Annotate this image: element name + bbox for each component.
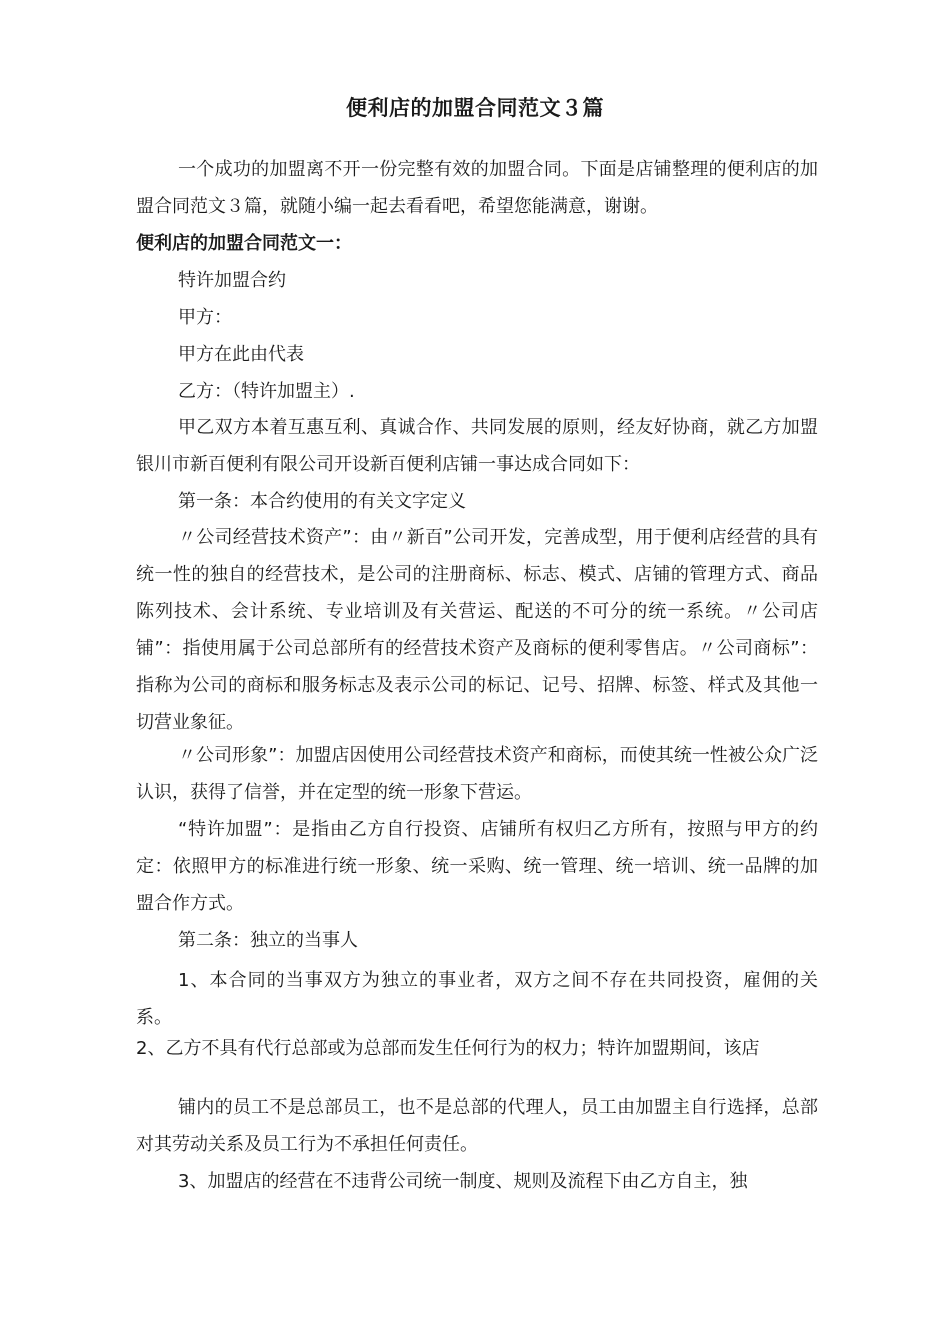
preamble-paragraph: 甲乙双方本着互惠互利、真诚合作、共同发展的原则，经友好协商，就乙方加盟银川市新百便利有限公司开设新百便利店铺一事达成合同如下： [136, 417, 818, 475]
party-a: 甲方： [178, 307, 232, 328]
party-b: 乙方：（特许加盟主）. [178, 381, 355, 402]
contract-name: 特许加盟合约 [178, 270, 286, 291]
definition-assets-paragraph: 〃公司经营技术资产”：由〃新百”公司开发，完善成型，用于便利店经营的具有统一性的独自的经营技术，是公司的注册商标、标志、模式、店铺的管理方式、商品陈列技术、会计系统、专业培训及有关营运、配送的不可分的统一系统。〃公司店铺”：指使用属于公司总部所有的经营技术资产及商标的便利零售店。〃公司商标”：指称为公司的商标和服务标志及表示公司的标记、记号、招牌、标签、样式及其他一切营业象征。 [136, 527, 818, 733]
item-3-paragraph: 3、加盟店的经营在不违背公司统一制度、规则及流程下由乙方自主，独 [178, 1171, 748, 1192]
section-heading: 便利店的加盟合同范文一： [136, 233, 352, 254]
definition-image-paragraph: 〃公司形象”：加盟店因使用公司经营技术资产和商标，而使其统一性被公众广泛认识，获得了信誉，并在定型的统一形象下营运。 [136, 745, 818, 803]
item-2-paragraph-part1: 2、乙方不具有代行总部或为总部而发生任何行为的权力；特许加盟期间，该店 [136, 1038, 760, 1059]
item-2-paragraph-part2: 铺内的员工不是总部员工，也不是总部的代理人，员工由加盟主自行选择，总部对其劳动关系及员工行为不承担任何责任。 [136, 1097, 818, 1155]
party-a-representative: 甲方在此由代表 [178, 344, 304, 365]
document-title: 便利店的加盟合同范文３篇 [346, 96, 604, 120]
intro-paragraph: 一个成功的加盟离不开一份完整有效的加盟合同。下面是店铺整理的便利店的加盟合同范文３篇，就随小编一起去看看吧，希望您能满意，谢谢。 [136, 159, 818, 217]
article-2-title: 第二条：独立的当事人 [178, 930, 358, 951]
item-1-paragraph: 1、本合同的当事双方为独立的事业者，双方之间不存在共同投资，雇佣的关系。 [136, 970, 818, 1028]
article-1-title: 第一条：本合约使用的有关文字定义 [178, 491, 466, 512]
definition-franchise-paragraph: “特许加盟”：是指由乙方自行投资、店铺所有权归乙方所有，按照与甲方的约定：依照甲方的标准进行统一形象、统一采购、统一管理、统一培训、统一品牌的加盟合作方式。 [136, 819, 818, 914]
